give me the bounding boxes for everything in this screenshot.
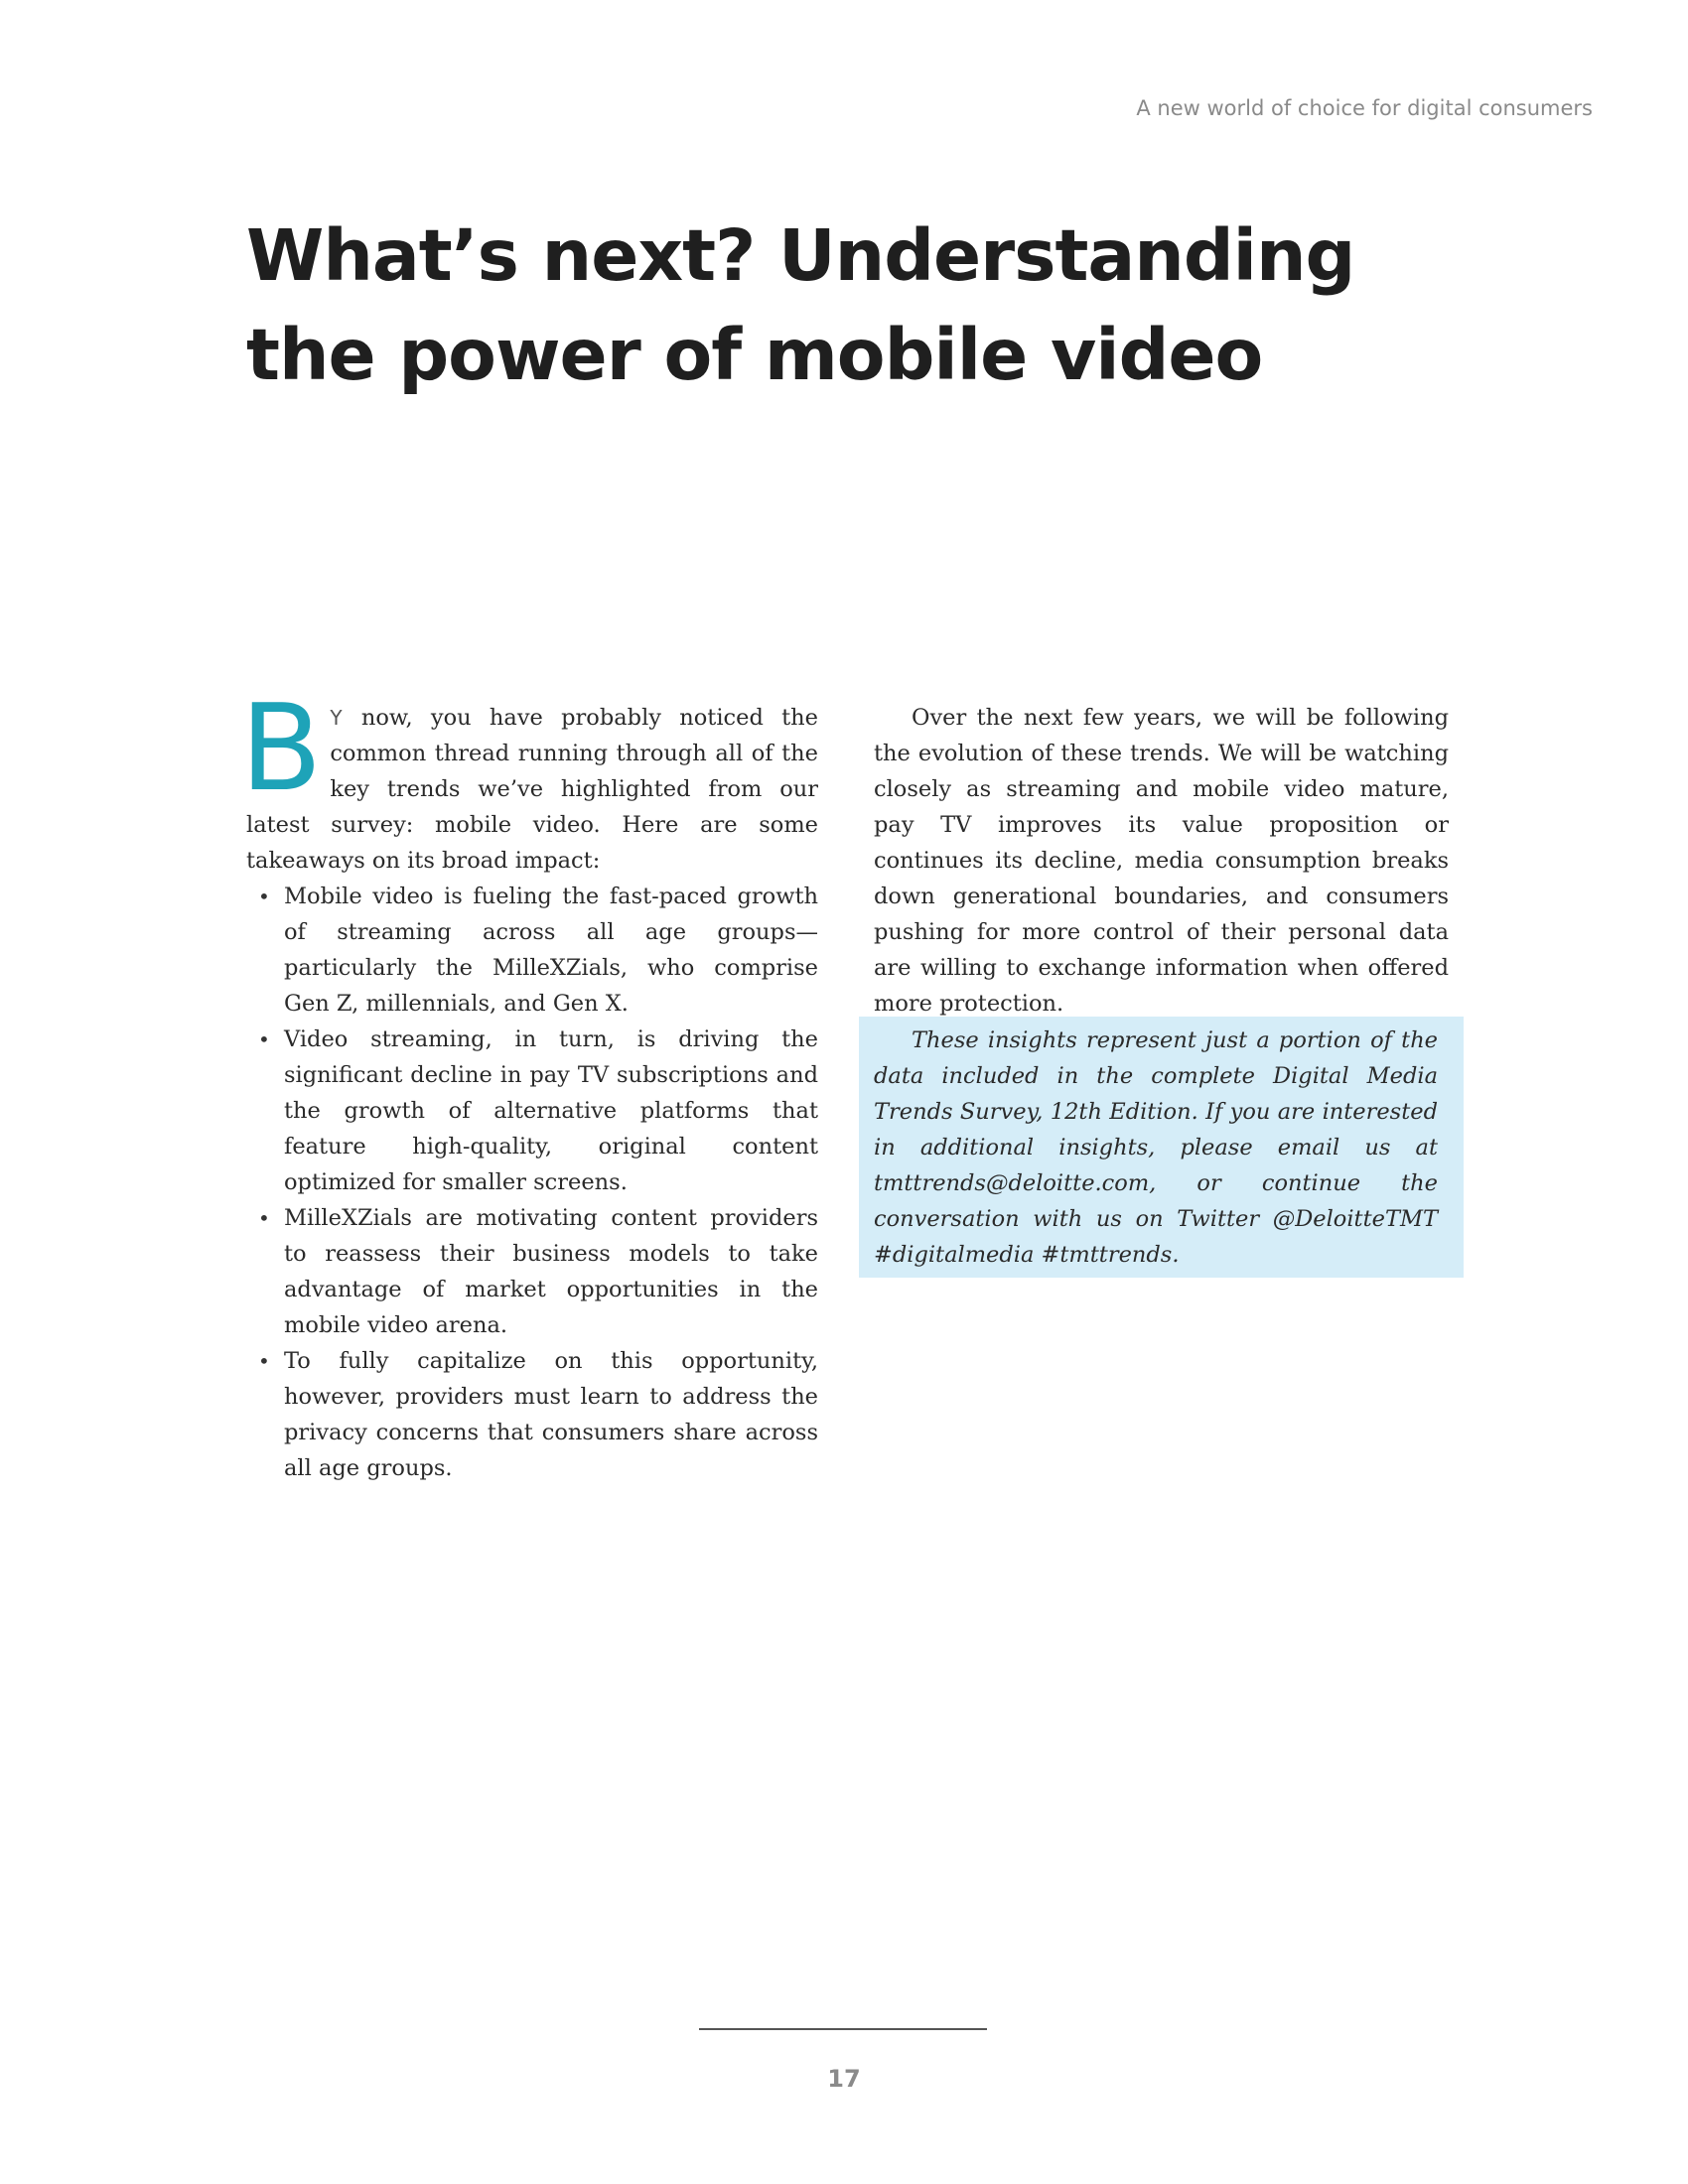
intro-text: now, you have probably noticed the common thread running through all of the key trends we’ve highlighted from our latest survey: mobile video. Here are some takeaways on its broad impact: [246,705,818,874]
bullet-icon: • [258,1027,270,1051]
footer-divider [699,2028,987,2030]
bullet-icon: • [258,1349,270,1373]
outlook-paragraph: Over the next few years, we will be following the evolution of these trends. We will be watching closely as streaming and mobile video mature, pay TV improves its value proposition or continues its decline, media consumption breaks down generational boundaries, and consumers pushing for more control of their personal data are willing to exchange information when offered more protection. [874,705,1449,1017]
right-column [874,700,1449,1022]
list-item-text: MilleXZials are motivating content providers to reassess their business models to take advantage of market opportunities in the mobile video arena. [284,1205,818,1338]
page-title-line-1: What’s next? Understanding [246,214,1355,297]
running-header: A new world of choice for digital consumers [1136,96,1593,120]
page-number: 17 [827,2065,861,2093]
list-item-text: To fully capitalize on this opportunity, however, providers must learn to address the privacy concerns that consumers share across all age groups. [284,1348,818,1481]
intro-small-cap: Y [330,706,344,730]
list-item-text: Mobile video is fueling the fast-paced growth of streaming across all age groups—particularly the MilleXZials, who comprise Gen Z, millennials, and Gen X. [284,884,818,1017]
left-column [240,680,818,1486]
bullet-icon: • [258,1206,270,1230]
page-title-line-2: the power of mobile video [246,314,1263,396]
list-item [246,879,818,1022]
callout-text: These insights represent just a portion of the data included in the complete Digital Media Trends Survey, 12th Edition. If you are interested in additional insights, please email us at tmttrends@deloitte.com, or continue the conversation with us on Twitter @DeloitteTMT #digitalmedia #tmttrends. [874,1027,1438,1268]
drop-cap: B [240,680,323,818]
intro-paragraph [240,680,818,879]
insights-callout-box [859,1017,1464,1278]
bullet-icon: • [258,885,270,908]
list-item [246,1343,818,1486]
page-title [246,206,1438,405]
takeaways-list [246,879,818,1486]
list-item [246,1022,818,1200]
list-item-text: Video streaming, in turn, is driving the significant decline in pay TV subscriptions and the growth of alternative platforms that feature high-quality, original content optimized for smaller screens. [284,1026,818,1195]
list-item [246,1200,818,1343]
